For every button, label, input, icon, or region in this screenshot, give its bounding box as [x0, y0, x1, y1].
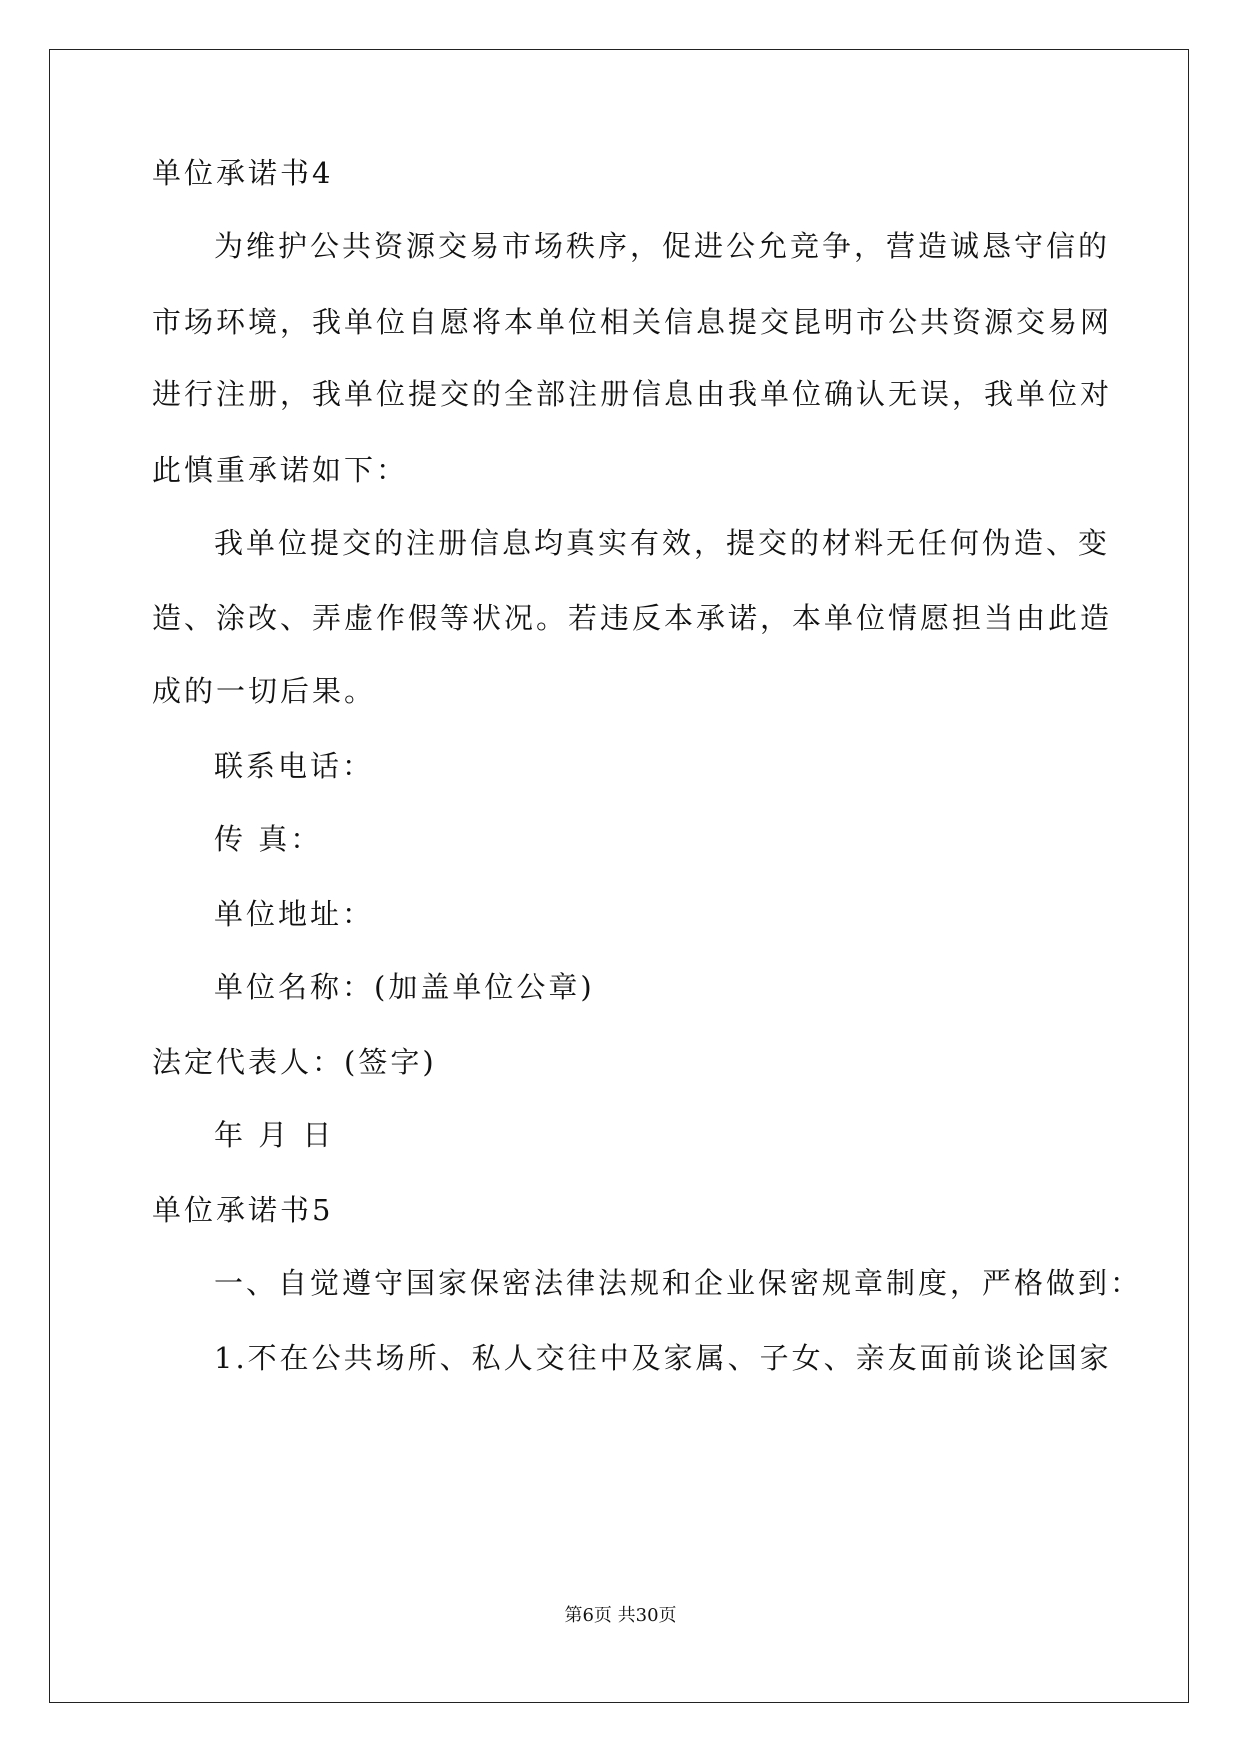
paragraph-line: 进行注册，我单位提交的全部注册信息由我单位确认无误，我单位对 [152, 377, 1113, 411]
page-border [49, 49, 1189, 1703]
paragraph-line: 1.不在公共场所、私人交往中及家属、子女、亲友面前谈论国家 [214, 1341, 1112, 1375]
paragraph-line: 一、自觉遵守国家保密法律法规和企业保密规章制度，严格做到： [214, 1266, 1143, 1300]
contact-phone-label: 联系电话： [214, 749, 375, 783]
paragraph-line: 为维护公共资源交易市场秩序，促进公允竞争，营造诚恳守信的 [214, 229, 1111, 263]
section-title-4: 单位承诺书4 [152, 156, 334, 190]
section-title-5: 单位承诺书5 [152, 1193, 334, 1227]
fax-label: 传 真： [214, 822, 323, 856]
address-label: 单位地址： [214, 897, 375, 931]
paragraph-line: 此慎重承诺如下： [152, 453, 409, 487]
paragraph-line: 市场环境，我单位自愿将本单位相关信息提交昆明市公共资源交易网 [152, 305, 1113, 339]
legal-representative-label: 法定代表人：(签字) [152, 1045, 437, 1079]
page-number: 第6页 共30页 [564, 1605, 677, 1626]
date-label: 年 月 日 [214, 1118, 335, 1152]
paragraph-line: 造、涂改、弄虚作假等状况。若违反本承诺，本单位情愿担当由此造 [152, 601, 1113, 635]
unit-name-label: 单位名称：(加盖单位公章) [214, 970, 595, 1004]
paragraph-line: 成的一切后果。 [152, 674, 377, 708]
paragraph-line: 我单位提交的注册信息均真实有效，提交的材料无任何伪造、变 [214, 526, 1111, 560]
